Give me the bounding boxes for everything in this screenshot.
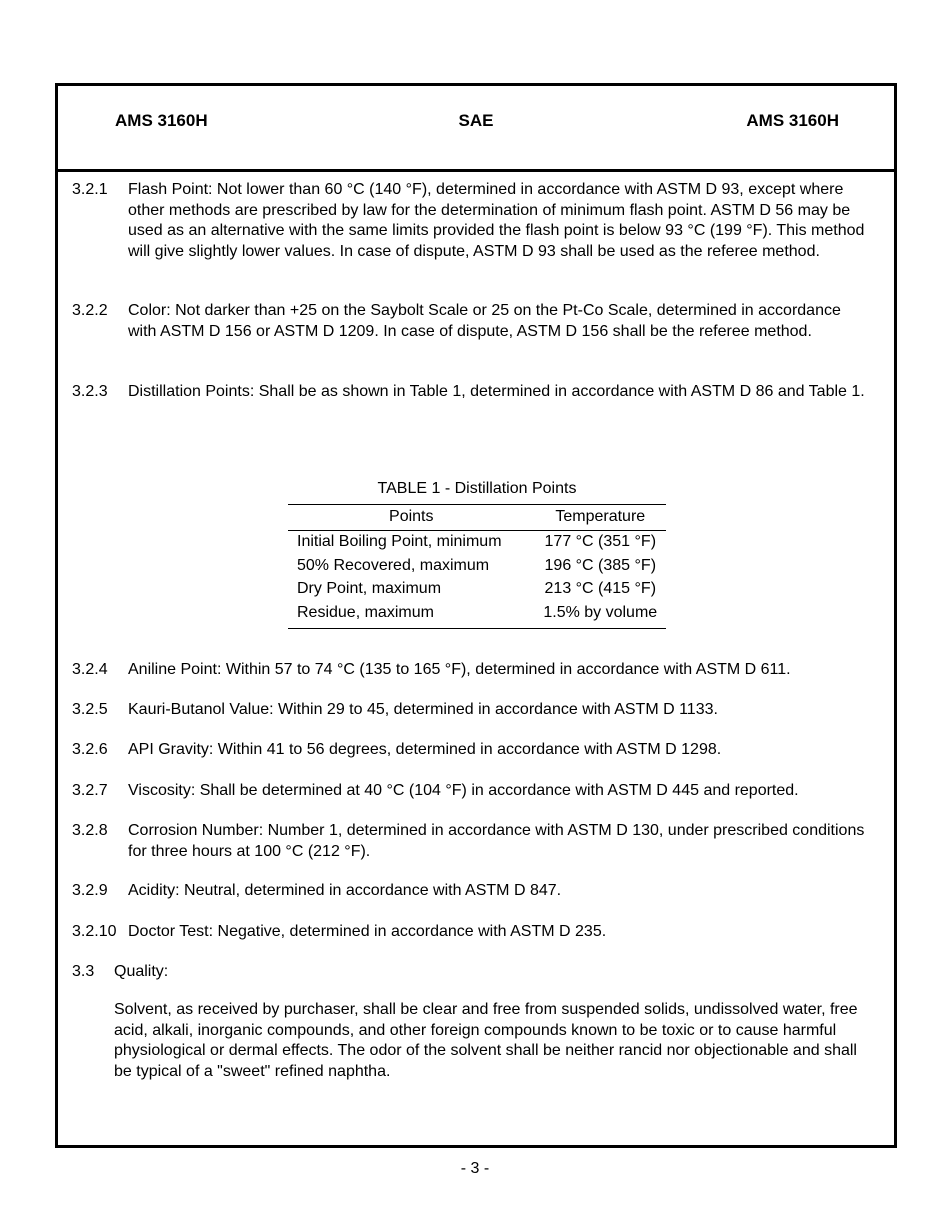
page-number: - 3 - — [460, 1160, 490, 1177]
section-text: Acidity: Neutral, determined in accordance with ASTM D 847. — [128, 882, 562, 899]
table-cell: 1.5% by volume — [535, 602, 666, 629]
section-3-2-10 — [72, 922, 872, 943]
section-3-2-8 — [72, 821, 872, 862]
table-1 — [288, 480, 666, 629]
table-caption: TABLE 1 - Distillation Points — [377, 480, 577, 497]
table-cell: Dry Point, maximum — [297, 580, 442, 597]
header-org: SAE — [458, 111, 494, 130]
section-number: 3.2.8 — [72, 822, 108, 839]
table-cell: 177 °C (351 °F) — [544, 533, 657, 550]
header-doc-id-left: AMS 3160H — [115, 111, 208, 130]
table-cell: 213 °C (415 °F) — [544, 580, 657, 597]
section-number: 3.2.3 — [72, 383, 108, 400]
section-3-2-7 — [72, 781, 872, 802]
section-number: 3.2.5 — [72, 701, 108, 718]
section-number: 3.2.10 — [72, 923, 117, 940]
section-3-2-1 — [72, 180, 872, 262]
column-header-points: Points — [288, 505, 535, 531]
section-3-2-4 — [72, 660, 872, 681]
section-number: 3.2.6 — [72, 741, 108, 758]
section-text: Doctor Test: Negative, determined in accordance with ASTM D 235. — [128, 923, 607, 940]
page-frame — [55, 83, 897, 1148]
table-cell: 50% Recovered, maximum — [297, 556, 490, 574]
section-3-2-2 — [72, 301, 872, 342]
table-header-row — [288, 505, 666, 531]
table-row — [288, 602, 666, 629]
table-row — [288, 578, 666, 602]
section-text: Viscosity: Shall be determined at 40 °C (104 °F) in accordance with ASTM D 445 and reported. — [128, 782, 799, 799]
table-cell: Initial Boiling Point, minimum — [297, 533, 502, 550]
quality-paragraph: Solvent, as received by purchaser, shall be clear and free from suspended solids, undissolved water, free acid, alkali, inorganic compounds, and other foreign compounds known to be toxic or to cause harmful physiological or dermal effects. The odor of the solvent shall be neither rancid nor objectionable and shall be typical of a "sweet" refined naphtha. — [114, 1001, 858, 1080]
section-text: Aniline Point: Within 57 to 74 °C (135 to 165 °F), determined in accordance with ASTM D 611. — [128, 661, 791, 678]
section-text: API Gravity: Within 41 to 56 degrees, determined in accordance with ASTM D 1298. — [128, 741, 722, 758]
header-doc-id-right: AMS 3160H — [746, 111, 839, 130]
section-number: 3.2.4 — [72, 661, 108, 678]
distillation-table — [288, 504, 666, 629]
section-number: 3.3 — [72, 963, 95, 980]
section-text: Flash Point: Not lower than 60 °C (140 °F), determined in accordance with ASTM D 93, except where other methods are prescribed by law for the determination of minimum flash point. ASTM D 56 may be used as an alternative with the same limits provided the flash point is below 93 °C (199 °F). This method will give slightly lower values. In case of dispute, ASTM D 93 shall be used as the referee method. — [128, 181, 865, 260]
section-text: Kauri-Butanol Value: Within 29 to 45, determined in accordance with ASTM D 1133. — [128, 701, 718, 718]
section-text: Corrosion Number: Number 1, determined in accordance with ASTM D 130, under prescribed conditions for three hours at 100 °C (212 °F). — [128, 822, 865, 860]
section-text: Color: Not darker than +25 on the Saybolt Scale or 25 on the Pt-Co Scale, determined in accordance with ASTM D 156 or ASTM D 1209. In case of dispute, ASTM D 156 shall be the referee method. — [128, 302, 841, 340]
section-number: 3.2.9 — [72, 882, 108, 899]
section-3-3 — [72, 962, 872, 983]
table-cell: 196 °C (385 °F) — [544, 556, 657, 574]
section-3-2-5 — [72, 700, 872, 721]
section-3-2-9 — [72, 881, 872, 902]
table-cell: Residue, maximum — [288, 602, 535, 629]
table-row — [288, 555, 666, 579]
page-header — [58, 86, 894, 172]
section-3-2-6 — [72, 740, 872, 761]
section-text: Distillation Points: Shall be as shown in Table 1, determined in accordance with ASTM D 86 and Table 1. — [128, 383, 865, 400]
section-3-2-3 — [72, 382, 872, 403]
table-row — [288, 531, 666, 555]
column-header-temperature: Temperature — [535, 505, 666, 531]
section-number: 3.2.7 — [72, 782, 108, 799]
section-number: 3.2.1 — [72, 181, 108, 198]
section-number: 3.2.2 — [72, 302, 108, 319]
section-text: Quality: — [114, 963, 169, 980]
